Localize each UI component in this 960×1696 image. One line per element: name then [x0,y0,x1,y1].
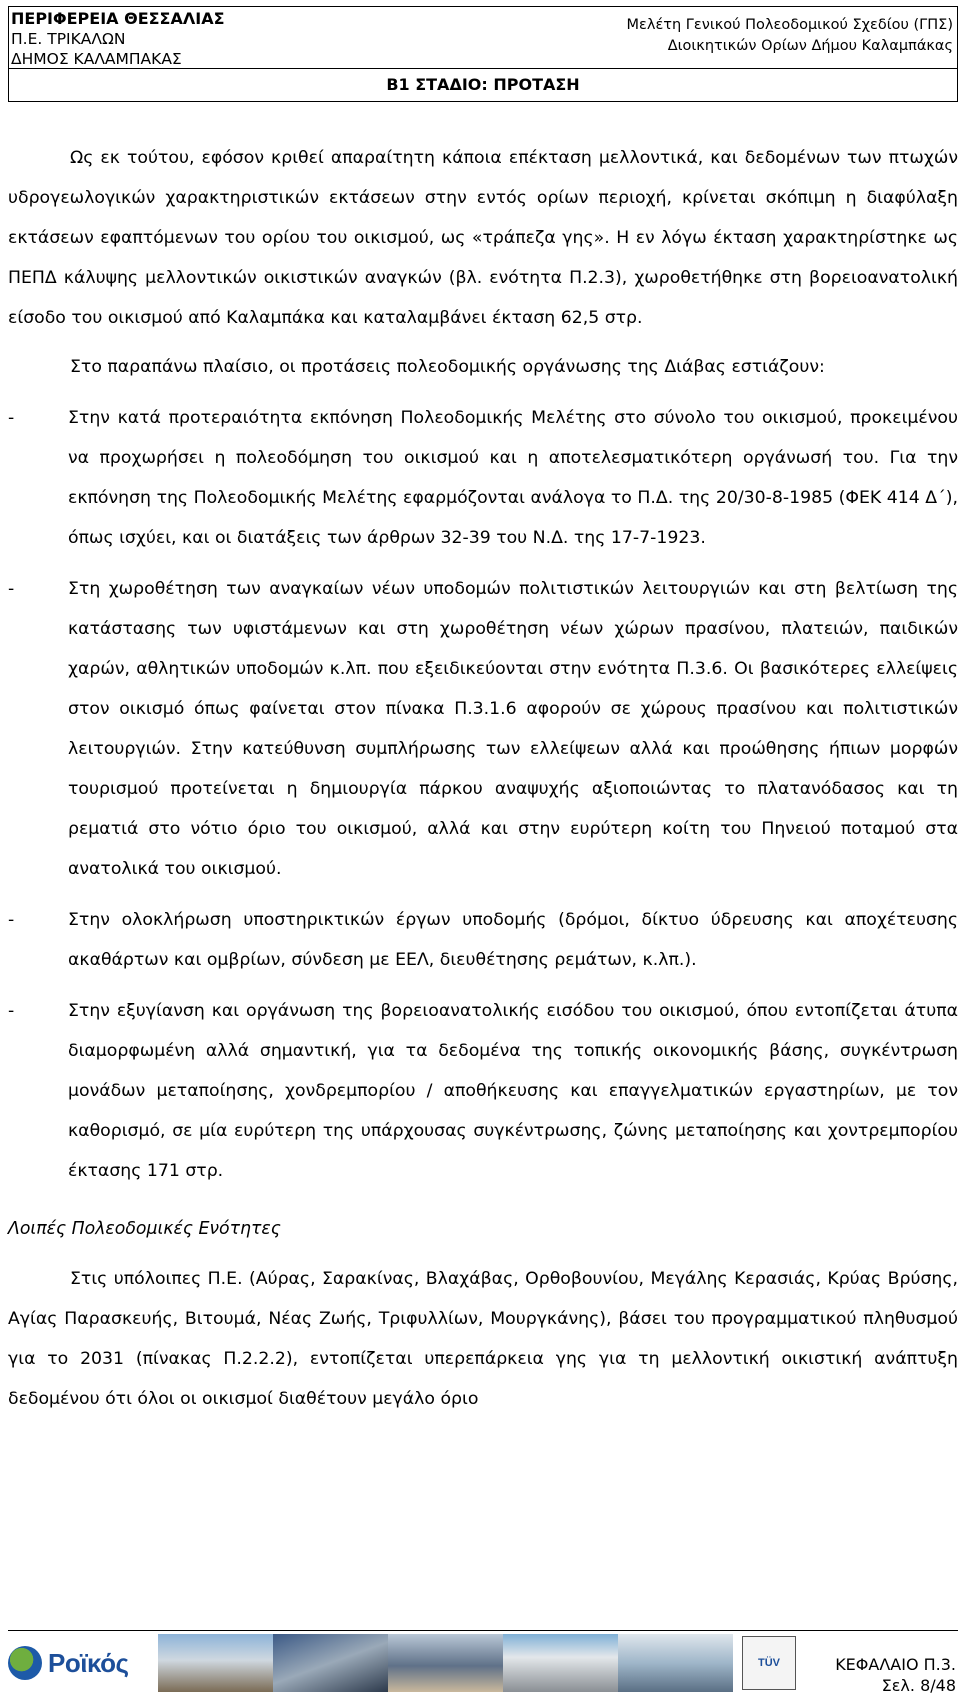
header-stage: Β1 ΣΤΑΔΙΟ: ΠΡΟΤΑΣΗ [386,75,580,94]
footer-photo [503,1634,618,1692]
list-item [8,991,958,1191]
bullet-marker: - [8,1001,15,1021]
list-item [8,398,958,558]
header-study-line1: Μελέτη Γενικού Πολεοδομικού Σχεδίου (ΓΠΣ) [626,17,953,33]
footer-photo [273,1634,388,1692]
footer-photo [618,1634,733,1692]
list-item [8,900,958,980]
list-item [8,569,958,889]
bullet-marker: - [8,408,15,428]
header-region: ΠΕΡΙΦΕΡΕΙΑ ΘΕΣΣΑΛΙΑΣ [11,9,225,28]
header-authority-block [11,9,225,69]
header-study-title [627,15,953,57]
bullet-marker: - [8,579,15,599]
bullet-marker: - [8,910,15,930]
footer-photo-strip [158,1634,733,1692]
certification-badge [742,1636,796,1690]
footer-photo [388,1634,503,1692]
footer-page-number: Σελ. 8/48 [881,1676,956,1695]
header-regional-unit: Π.Ε. ΤΡΙΚΑΛΩΝ [11,30,126,48]
footer-photo [158,1634,273,1692]
footer-chapter: ΚΕΦΑΛΑΙΟ Π.3. [835,1655,956,1674]
bullet-text-2: Στη χωροθέτηση των αναγκαίων νέων υποδομών πολιτιστικών λειτουργιών και στη βελτίωση της κατάστασης των υφιστάμενων και στη χωροθέτηση νέων χώρων πρασίνου, πλατειών, παιδικών χαρών, αθλητικών υποδομών κ.λπ. που εξειδικεύονται στην ενότητα Π.3.6. Οι βασικότερες ελλείψεις στον οικισμό όπως φαίνεται στον πίνακα Π.3.1.6 αφορούν σε χώρους πρασίνου και πολιτιστικών λειτουργιών. Στην κατεύθυνση συμπλήρωσης των ελλείψεων αλλά και προώθησης ήπιων μορφών τουρισμού προτείνεται η δημιουργία πάρκου αναψυχής αξιοποιώντας το πλατανόδασος και τη ρεματιά στο νότιο όριο του οικισμού, αλλά και στην ευρύτερη κοίτη του Πηνειού ποταμού στα ανατολικά του οικισμού. [68,579,958,879]
bullet-text-4: Στην εξυγίανση και οργάνωση της βορειοανατολικής εισόδου του οικισμού, όπου εντοπίζεται άτυπα διαμορφωμένη αλλά σημαντική, για τα δεδομένα της τοπικής οικονομικής βάσης, συγκέντρωση μονάδων μεταποίησης, χονδρεμπορίου / αποθήκευσης και επαγγελματικών εργαστηρίων, με τον καθορισμό, σε μία ευρύτερη της υπάρχουσας συγκέντρωσης, ζώνης μεταποίησης και χοντρεμπορίου έκτασης 171 στρ. [68,1001,958,1181]
document-body [8,138,958,1419]
header-study-line2: Διοικητικών Ορίων Δήμου Καλαμπάκας [667,38,953,54]
section-heading: Λοιπές Πολεοδομικές Ενότητες [8,1219,281,1239]
header-divider [9,68,957,69]
bullet-text-1: Στην κατά προτεραιότητα εκπόνηση Πολεοδομικής Μελέτης στο σύνολο του οικισμού, προκειμένου να προχωρήσει η πολεοδόμηση του οικισμού και η αποτελεσματικότερη οργάνωσή του. Για την εκπόνηση της Πολεοδομικής Μελέτης εφαρμόζονται ανάλογα το Π.Δ. της 20/30-8-1985 (ΦΕΚ 414 Δ΄), όπως ισχύει, και οι διατάξεις των άρθρων 32-39 του Ν.Δ. της 17-7-1923. [68,408,958,548]
footer-page-info [835,1654,956,1696]
bullet-text-3: Στην ολοκλήρωση υποστηρικτικών έργων υποδομής (δρόμοι, δίκτυο ύδρευσης και αποχέτευσης ακαθάρτων και ομβρίων, σύνδεση με ΕΕΛ, διευθέτησης ρεμάτων, κ.λπ.). [68,910,958,970]
certification-badge-text: TÜV [758,1657,780,1669]
page-header [8,6,958,102]
paragraph-3: Στις υπόλοιπες Π.Ε. (Αύρας, Σαρακίνας, Βλαχάβας, Ορθοβουνίου, Μεγάλης Κερασιάς, Κρύας Βρύσης, Αγίας Παρασκευής, Βιτουμά, Νέας Ζωής, Τριφυλλίων, Μουργκάνης), βάσει του προγραμματικού πληθυσμού για το 2031 (πίνακας Π.2.2.2), εντοπίζεται υπερεπάρκεια γης για τη μελλοντική οικιστική ανάπτυξη δεδομένου ότι όλοι οι οικισμοί διαθέτουν μεγάλο όριο [8,1269,958,1409]
paragraph-2: Στο παραπάνω πλαίσιο, οι προτάσεις πολεοδομικής οργάνωσης της Διάβας εστιάζουν: [70,357,825,377]
footer-divider [8,1630,958,1631]
logo-text: Ροϊκός [48,1647,129,1678]
paragraph-1: Ως εκ τούτου, εφόσον κριθεί απαραίτητη κάποια επέκταση μελλοντικά, και δεδομένων των πτωχών υδρογεωλογικών χαρακτηριστικών εκτάσεων στην εντός ορίων περιοχή, κρίνεται σκόπιμη η διαφύλαξη εκτάσεων εφαπτόμενων του ορίου του οικισμού, ως «τράπεζα γης». Η εν λόγω έκταση χαρακτηρίστηκε ως ΠΕΠΔ κάλυψης μελλοντικών οικιστικών αναγκών (βλ. ενότητα Π.2.3), χωροθετήθηκε στη βορειοανατολική είσοδο του οικισμού από Καλαμπάκα και καταλαμβάνει έκταση 62,5 στρ. [8,148,958,328]
company-logo [8,1638,148,1688]
header-municipality: ΔΗΜΟΣ ΚΑΛΑΜΠΑΚΑΣ [11,50,182,68]
logo-mark-icon [8,1646,42,1680]
